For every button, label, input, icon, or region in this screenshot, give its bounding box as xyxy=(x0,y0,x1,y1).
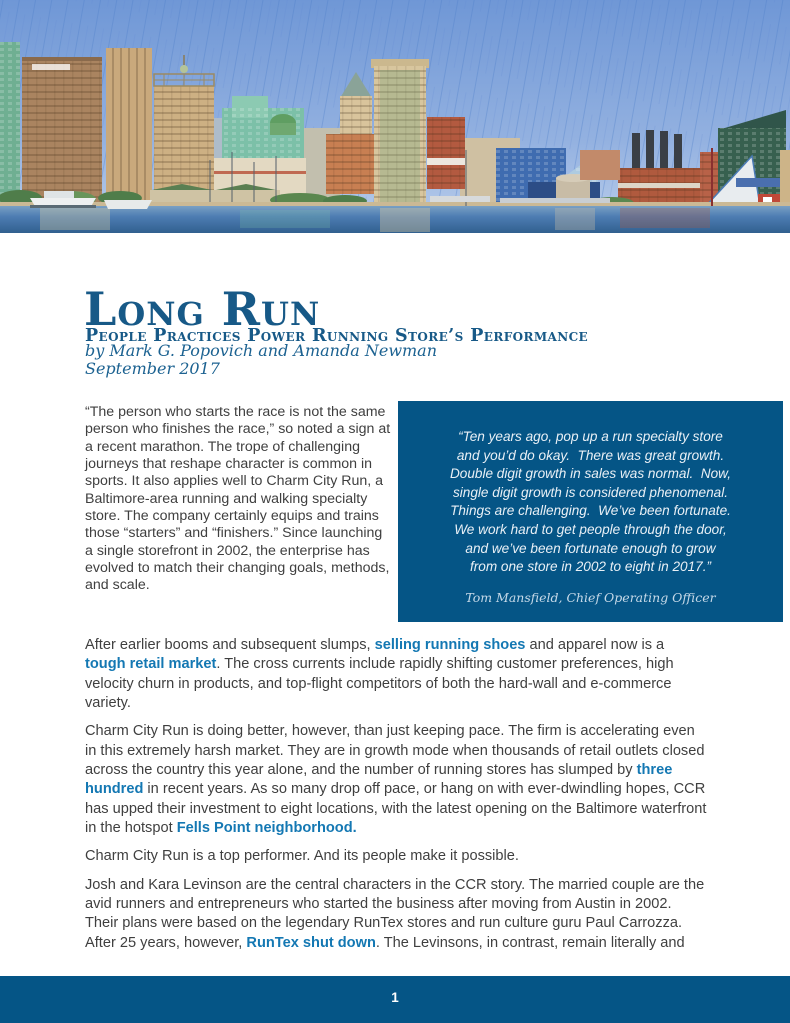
page-number: 1 xyxy=(391,990,399,1005)
pull-quote-line: We work hard to get people through the door, xyxy=(454,521,727,537)
article-body xyxy=(85,636,708,962)
inline-link[interactable]: RunTex shut down xyxy=(246,934,376,951)
byline-date: September 2017 xyxy=(85,358,220,378)
pull-quote-line: and we’ve been fortunate enough to grow xyxy=(465,540,716,556)
pull-quote-attribution: Tom Mansfield, Chief Operating Officer xyxy=(465,589,716,605)
inline-link[interactable]: three hundred xyxy=(85,762,673,798)
pull-quote-line: Things are challenging. We’ve been fortunate. xyxy=(450,503,731,519)
pull-quote-line: and you’d do okay. There was great growth. xyxy=(456,447,725,463)
pull-quote-line: from one store in 2002 to eight in 2017.” xyxy=(469,559,712,575)
inline-link[interactable]: Fells Point neighborhood. xyxy=(176,820,357,837)
article-subtitle: People Practices Power Running Store’s Performance xyxy=(85,325,589,346)
byline-authors: by Mark G. Popovich and Amanda Newman xyxy=(85,341,438,360)
header-photo xyxy=(0,0,790,233)
inline-link[interactable]: tough retail market xyxy=(85,656,217,673)
body-paragraph: Charm City Run is doing better, however, than just keeping pace. The firm is accelerating even in this extremely harsh market. They are in growth mode when thousands of retail outlets closed across the country this year alone, and the number of running stores has slumped by three hundred in recent years. As so many drop off pace, or hang on with ever-dwindling hopes, CCR has upped their investment to eight locations, with the latest opening on the Baltimore waterfront in the hotspot Fells Point neighborhood. xyxy=(85,723,707,837)
harbor-water xyxy=(0,206,790,233)
page-title: Long Run xyxy=(84,281,321,336)
byline xyxy=(85,342,437,377)
pull-quote-panel xyxy=(398,401,783,622)
pull-quote-line: Double digit growth in sales was normal. Now, xyxy=(449,466,732,482)
pull-quote-line: “Ten years ago, pop up a run specialty store xyxy=(458,429,723,444)
pull-quote-line: single digit growth is considered phenomenal. xyxy=(452,484,729,500)
body-paragraph: After earlier booms and subsequent slumps, selling running shoes and apparel now is a tough retail market. The cross currents include rapidly shifting customer preferences, high velocity churn in products, and top-flight competitors of both the hard-wall and e-commerce variety. xyxy=(85,637,674,712)
body-paragraph: Charm City Run is a top performer. And its people make it possible. xyxy=(85,848,519,865)
inline-link[interactable]: selling running shoes xyxy=(374,637,526,653)
skyline-illustration xyxy=(0,0,790,233)
pull-quote-text xyxy=(426,428,755,577)
page-footer xyxy=(0,976,790,1023)
body-paragraph: Josh and Kara Levinson are the central characters in the CCR story. The married couple are the avid runners and entrepreneurs who started the business after moving from Austin in 2002. Their plans were based on the legendary RunTex stores and run culture guru Paul Carrozza. After 25 years, however, RunTex shut down. The Levinsons, in contrast, remain literally and xyxy=(85,876,705,951)
intro-paragraph: “The person who starts the race is not the same person who finishes the race,” so noted a sign at a recent marathon. The trope of challenging journeys that reshape character is common in sports. It also applies well to Charm City Run, a Baltimore-area running and walking specialty store. The company certainly equips and trains those “starters” and “finishers.” Since launching a single storefront in 2002, the enterprise has evolved to match their changing goals, methods, and scale. xyxy=(85,404,391,594)
